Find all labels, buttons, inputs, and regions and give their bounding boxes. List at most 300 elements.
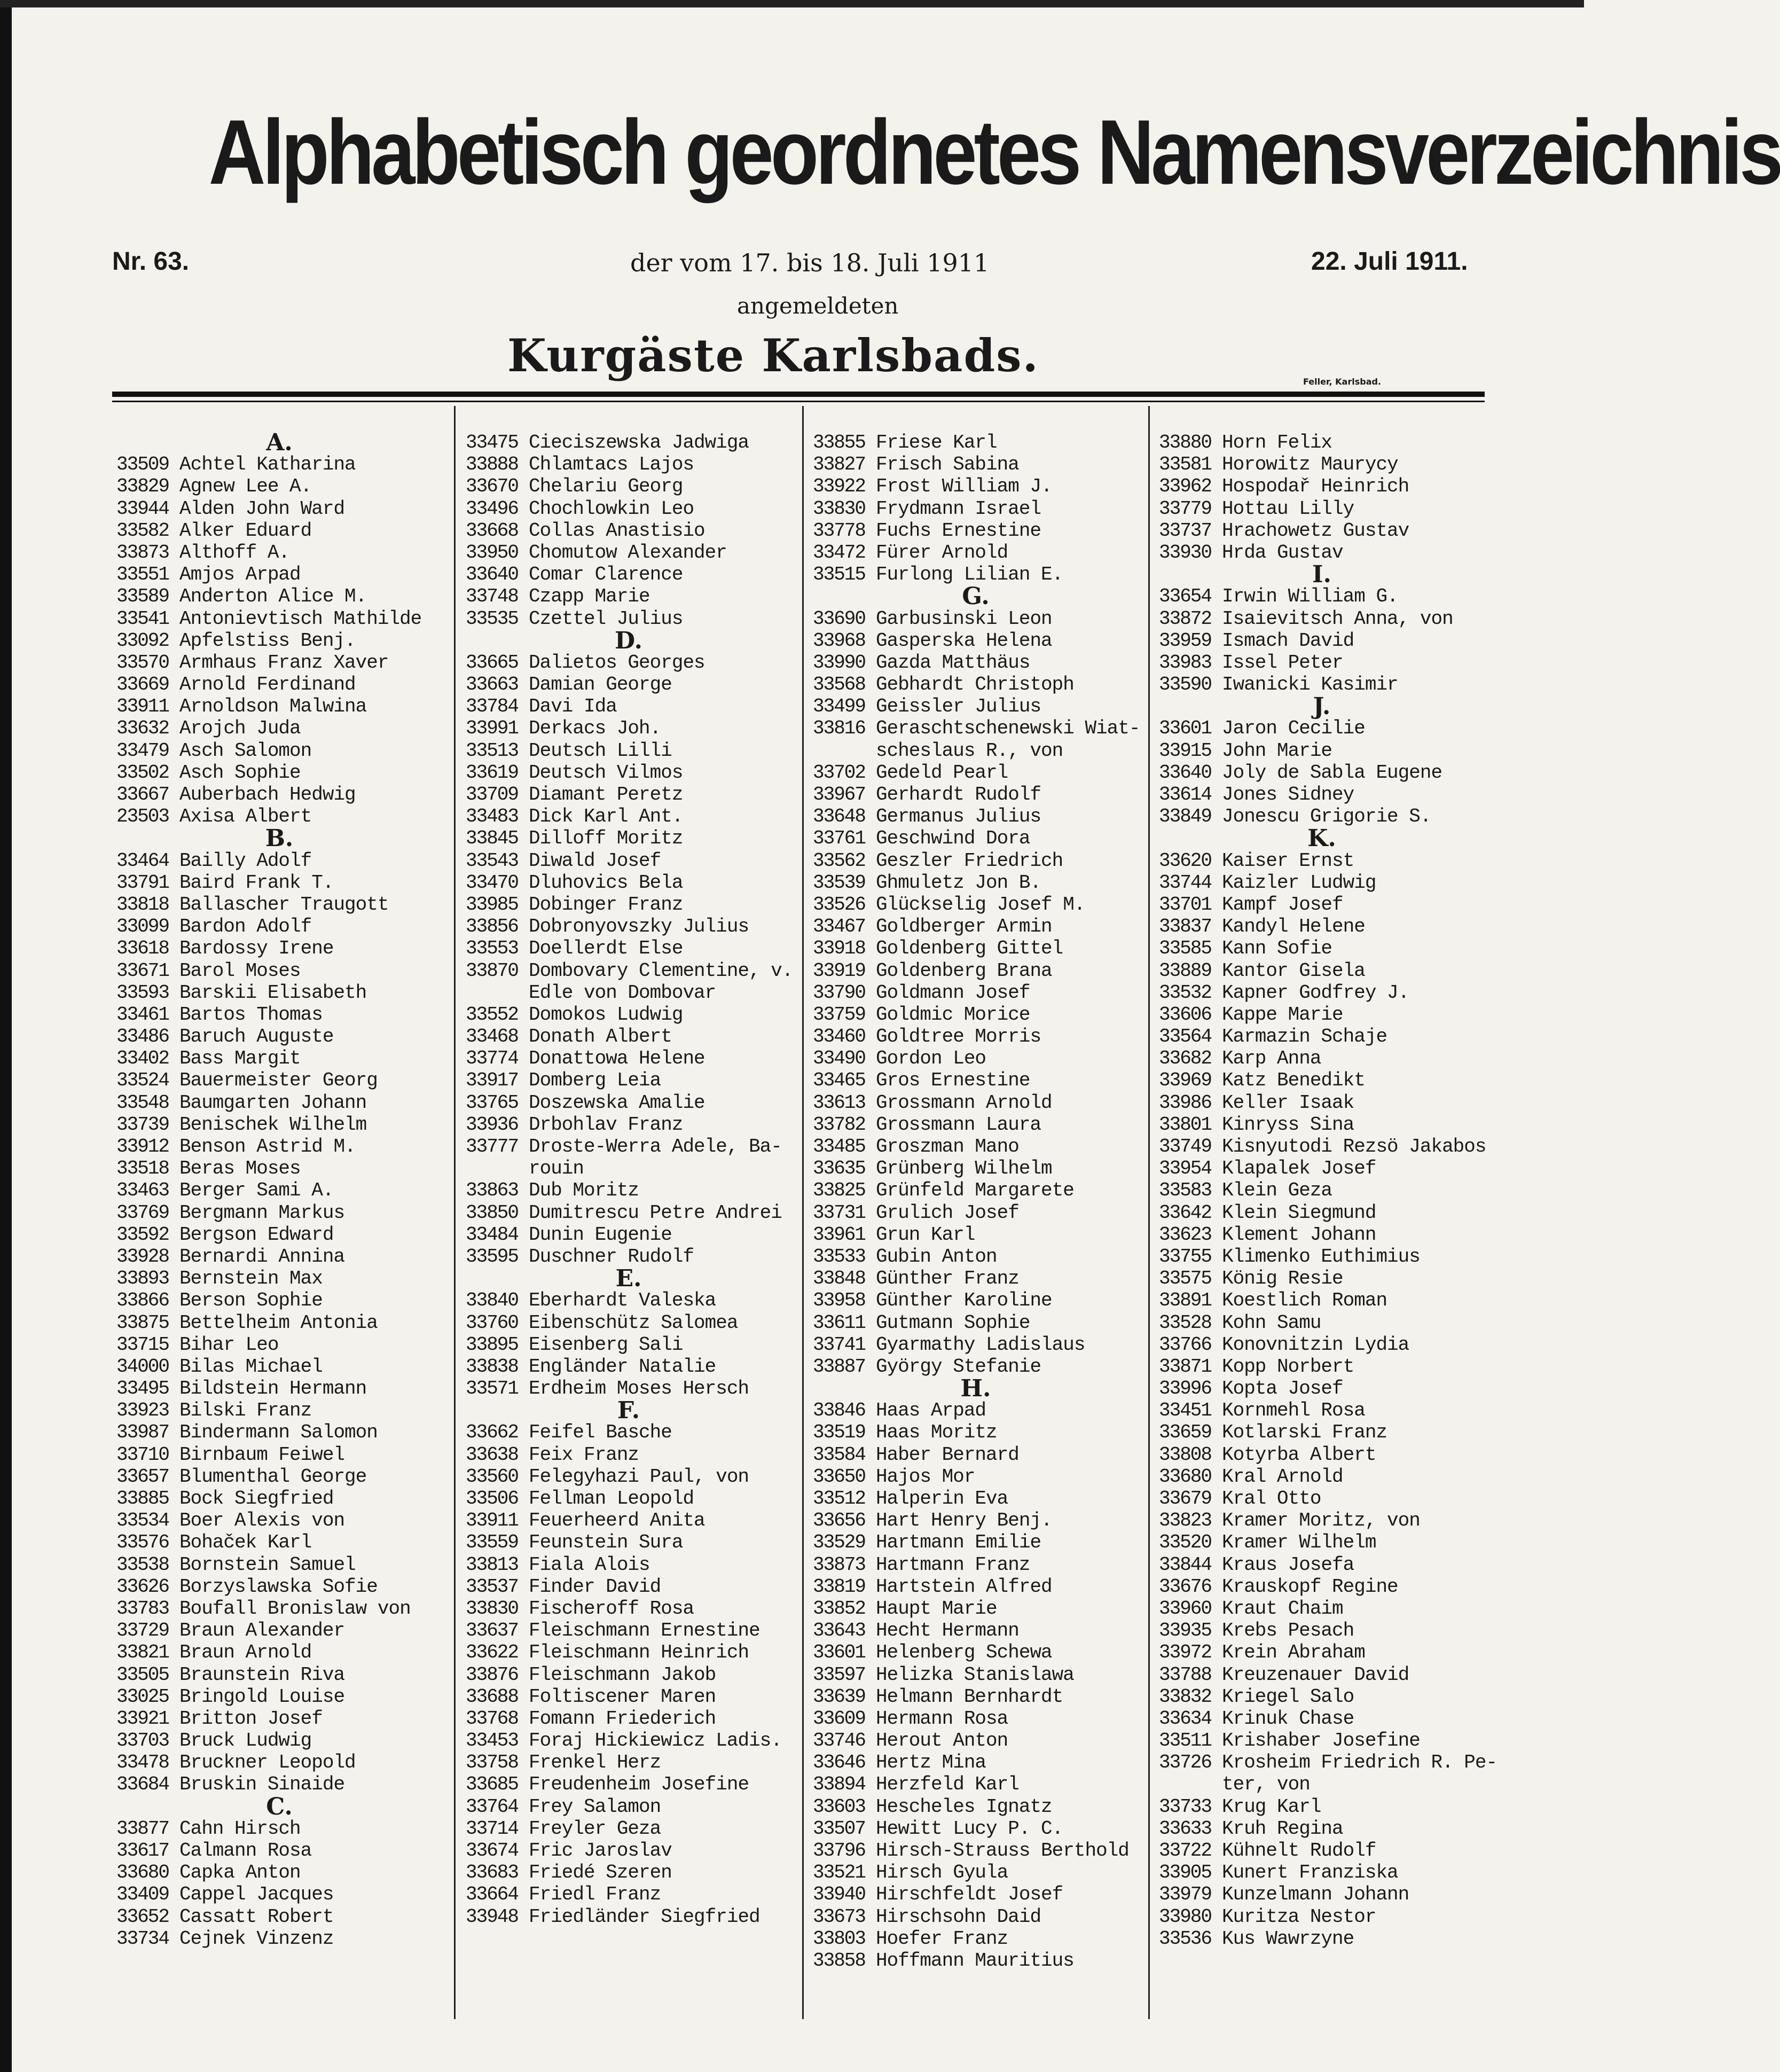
section-letter: K.	[1307, 825, 1336, 853]
list-item	[116, 1752, 442, 1773]
guest-number: 33679	[1159, 1488, 1212, 1510]
guest-name-continuation: Edle von Dombovar	[529, 981, 716, 1004]
guest-number: 33961	[813, 1223, 866, 1246]
guest-name: Dilloff Moritz	[529, 827, 683, 850]
guest-name: Gerhardt Rudolf	[876, 784, 1041, 806]
guest-number: 33560	[466, 1465, 519, 1488]
guest-name: Amjos Arpad	[179, 564, 301, 586]
list-item	[116, 1576, 442, 1598]
guest-name: Krishaber Josefine	[1222, 1730, 1420, 1752]
guest-name: Bartos Thomas	[179, 1003, 323, 1026]
guest-name: Klimenko Euthimius	[1222, 1245, 1420, 1268]
list-item	[116, 1531, 442, 1553]
guest-name: Irwin William G.	[1222, 585, 1398, 608]
list-item	[116, 1906, 442, 1928]
guest-number: 33532	[1159, 981, 1212, 1004]
guest-number: 33472	[813, 541, 866, 564]
guest-name: Kohn Samu	[1222, 1311, 1321, 1334]
guest-name: Karmazin Schaje	[1222, 1026, 1387, 1048]
guest-number: 33930	[1159, 541, 1212, 564]
guest-name: Dumitrescu Petre Andrei	[529, 1201, 782, 1224]
list-item	[1159, 937, 1485, 959]
guest-number: 33823	[1159, 1510, 1212, 1532]
guest-number: 33484	[466, 1223, 519, 1246]
guest-number: 33597	[813, 1663, 866, 1686]
guest-name: Kramer Wilhelm	[1222, 1531, 1376, 1554]
guest-number: 33519	[813, 1421, 866, 1444]
list-item	[116, 1883, 442, 1905]
section-letter: E.	[615, 1265, 642, 1293]
guest-name-continuation: scheslaus R., von	[876, 739, 1063, 762]
guest-name: Bringold Louise	[179, 1685, 345, 1708]
guest-name: Berson Sophie	[179, 1289, 323, 1312]
list-item	[1159, 1928, 1485, 1950]
guest-number: 33468	[466, 1026, 519, 1048]
list-item	[466, 1004, 791, 1026]
guest-name: Halperin Eva	[876, 1488, 1008, 1510]
guest-name: Kornmehl Rosa	[1222, 1399, 1365, 1422]
list-item	[813, 1862, 1139, 1883]
guest-name: Kraus Josefa	[1222, 1553, 1354, 1576]
guest-number: 33985	[466, 893, 519, 916]
guest-number: 33954	[1159, 1158, 1212, 1180]
guest-number: 33703	[116, 1730, 169, 1752]
list-item	[466, 1686, 791, 1708]
guest-name: Grossmann Arnold	[876, 1091, 1052, 1114]
guest-name: Goldenberg Brana	[876, 959, 1052, 982]
guest-name: John Marie	[1222, 739, 1332, 762]
guest-number: 33911	[466, 1510, 519, 1532]
list-item	[813, 1356, 1139, 1378]
list-item	[1159, 1510, 1485, 1531]
guest-name: Engländer Natalie	[529, 1355, 716, 1378]
list-item	[116, 630, 442, 652]
list-item	[116, 1708, 442, 1730]
guest-number: 33611	[813, 1311, 866, 1334]
guest-number: 33451	[1159, 1399, 1212, 1422]
guest-name: Günther Karoline	[876, 1289, 1052, 1312]
guest-number: 33877	[116, 1817, 169, 1840]
guest-name: Hecht Hermann	[876, 1620, 1019, 1642]
guest-number: 33486	[116, 1026, 169, 1048]
list-item	[466, 1510, 791, 1531]
guest-number: 33479	[116, 739, 169, 762]
list-item	[466, 1796, 791, 1818]
list-item	[466, 1114, 791, 1136]
list-item	[116, 1421, 442, 1443]
list-item	[813, 937, 1139, 959]
guest-number: 33921	[116, 1707, 169, 1730]
guest-name: Boufall Bronislaw von	[179, 1597, 411, 1620]
guest-number: 33846	[813, 1399, 866, 1422]
list-item	[466, 1444, 791, 1466]
guest-name: Bass Margit	[179, 1047, 301, 1070]
list-item	[116, 1488, 442, 1510]
guest-name: Haupt Marie	[876, 1597, 997, 1620]
list-item	[813, 652, 1139, 674]
guest-number: 33460	[813, 1026, 866, 1048]
guest-number: 33562	[813, 849, 866, 872]
guest-name: Cieciszewska Jadwiga	[529, 432, 749, 454]
list-item	[1159, 1047, 1485, 1069]
guest-number: 33673	[813, 1905, 866, 1928]
guest-number: 33618	[116, 937, 169, 960]
guest-name: Bihar Leo	[179, 1333, 279, 1356]
guest-name: Beras Moses	[179, 1158, 301, 1180]
guest-name: Bruck Ludwig	[179, 1730, 312, 1752]
guest-number: 33670	[466, 475, 519, 498]
guest-number: 33960	[1159, 1597, 1212, 1620]
guest-name: Helmann Bernhardt	[876, 1685, 1063, 1708]
guest-number: 33652	[116, 1905, 169, 1928]
guest-name: Chlamtacs Lajos	[529, 454, 694, 476]
guest-number: 33737	[1159, 519, 1212, 542]
list-item	[813, 630, 1139, 652]
guest-number: 33533	[813, 1245, 866, 1268]
guest-name: Czapp Marie	[529, 585, 650, 608]
guest-number: 23503	[116, 806, 169, 828]
guest-number: 33714	[466, 1817, 519, 1840]
list-item	[1159, 872, 1485, 894]
guest-name: Auberbach Hedwig	[179, 784, 356, 806]
section-letter: F.	[617, 1397, 640, 1425]
list-item	[466, 1818, 791, 1840]
guest-name: Klein Siegmund	[1222, 1201, 1376, 1224]
list-item	[466, 1069, 791, 1091]
list-item	[116, 937, 442, 959]
guest-name: Fleischmann Heinrich	[529, 1641, 749, 1664]
list-item	[466, 1136, 791, 1158]
list-item	[466, 1730, 791, 1752]
guest-number: 33832	[1159, 1685, 1212, 1708]
guest-number: 33505	[116, 1663, 169, 1686]
list-item	[116, 1158, 442, 1179]
guest-name: Boer Alexis von	[179, 1510, 345, 1532]
guest-name: Helenberg Schewa	[876, 1641, 1052, 1664]
list-item	[466, 717, 791, 739]
guest-name: Grulich Josef	[876, 1201, 1019, 1224]
list-item	[116, 1862, 442, 1883]
guest-name: Kotlarski Franz	[1222, 1421, 1387, 1444]
guest-number: 33513	[466, 739, 519, 762]
guest-name: Fric Jaroslav	[529, 1840, 672, 1862]
guest-name: Comar Clarence	[529, 564, 683, 586]
list-item	[116, 520, 442, 542]
guest-name: Bailly Adolf	[179, 849, 312, 872]
scan-border-left	[0, 0, 12, 2072]
list-item	[466, 432, 791, 454]
list-item	[466, 960, 791, 982]
list-item	[466, 1641, 791, 1663]
guest-number: 33690	[813, 607, 866, 630]
guest-number: 33755	[1159, 1245, 1212, 1268]
header-rule-thin	[112, 401, 1485, 402]
list-item	[116, 1510, 442, 1531]
list-item	[1159, 652, 1485, 674]
guest-number: 33948	[466, 1905, 519, 1928]
list-item	[813, 1026, 1139, 1047]
guest-number: 33734	[116, 1927, 169, 1950]
list-item	[813, 982, 1139, 1004]
list-item-continuation	[813, 740, 1139, 762]
list-item	[813, 1950, 1139, 1972]
list-item	[116, 652, 442, 674]
guest-number: 33739	[116, 1113, 169, 1136]
guest-number: 33837	[1159, 916, 1212, 938]
guest-number: 33722	[1159, 1840, 1212, 1862]
guest-name: Dick Karl Ant.	[529, 806, 683, 828]
list-item	[1159, 1752, 1497, 1774]
guest-number: 33840	[466, 1289, 519, 1312]
list-item	[813, 1421, 1139, 1443]
issue-date: 22. Juli 1911.	[1311, 247, 1468, 276]
list-item	[1159, 1004, 1485, 1026]
list-item	[466, 1488, 791, 1510]
list-item	[1159, 960, 1485, 982]
guest-number: 33765	[466, 1091, 519, 1114]
list-item	[813, 1928, 1139, 1950]
column-divider	[802, 406, 804, 2019]
guest-name: Diamant Peretz	[529, 784, 683, 806]
guest-number: 33626	[116, 1575, 169, 1598]
list-item	[466, 475, 791, 497]
guest-number: 33702	[813, 761, 866, 784]
list-item	[813, 1796, 1139, 1818]
guest-name: Friedé Szeren	[529, 1862, 672, 1884]
list-item	[813, 475, 1139, 497]
guest-number: 33496	[466, 497, 519, 520]
guest-number: 33512	[813, 1488, 866, 1510]
list-item	[466, 1531, 791, 1553]
guest-number: 33507	[813, 1817, 866, 1840]
list-item	[466, 762, 791, 784]
guest-number: 33858	[813, 1949, 866, 1972]
guest-name: Kinryss Sina	[1222, 1113, 1354, 1136]
guest-name: Kühnelt Rudolf	[1222, 1840, 1376, 1862]
guest-name: Klein Geza	[1222, 1179, 1332, 1202]
list-item	[1159, 454, 1485, 475]
guest-name: Frydmann Israel	[876, 497, 1041, 520]
guest-number: 33967	[813, 784, 866, 806]
list-item	[1159, 762, 1485, 784]
list-item	[466, 1840, 791, 1862]
guest-name: Frost William J.	[876, 475, 1052, 498]
guest-number: 33979	[1159, 1883, 1212, 1906]
list-item	[466, 1708, 791, 1730]
list-item	[813, 695, 1139, 717]
guest-name: Fomann Friederich	[529, 1707, 716, 1730]
guest-name: Hirschfeldt Josef	[876, 1883, 1063, 1906]
list-item	[466, 542, 791, 564]
list-item	[813, 1158, 1139, 1179]
guest-number: 33893	[116, 1268, 169, 1290]
guest-name: Goldenberg Gittel	[876, 937, 1063, 960]
list-item	[116, 1664, 442, 1686]
list-item	[466, 1179, 791, 1201]
guest-number: 33791	[116, 871, 169, 894]
guest-name: Kuritza Nestor	[1222, 1905, 1376, 1928]
guest-number: 33950	[466, 541, 519, 564]
list-item	[466, 1092, 791, 1114]
guest-name: Capka Anton	[179, 1862, 301, 1884]
list-item	[466, 498, 791, 520]
guest-number: 33796	[813, 1840, 866, 1862]
guest-number: 33801	[1159, 1113, 1212, 1136]
guest-name: Bilas Michael	[179, 1355, 323, 1378]
guest-name: Günther Franz	[876, 1268, 1019, 1290]
guest-number: 33819	[813, 1575, 866, 1598]
guest-number: 33617	[116, 1840, 169, 1862]
guest-name: Agnew Lee A.	[179, 475, 312, 498]
guest-number: 33748	[466, 585, 519, 608]
guest-name: Diwald Josef	[529, 849, 661, 872]
list-item	[813, 1069, 1139, 1091]
guest-number: 33827	[813, 454, 866, 476]
guest-name: Frenkel Herz	[529, 1752, 661, 1774]
list-item	[466, 1576, 791, 1598]
guest-number: 33518	[116, 1158, 169, 1180]
guest-number: 33665	[466, 651, 519, 674]
guest-name: Feix Franz	[529, 1443, 639, 1466]
guest-name: Birnbaum Feiwel	[179, 1443, 345, 1466]
list-item	[813, 542, 1139, 564]
guest-name: Baird Frank T.	[179, 871, 334, 894]
guest-name: Deutsch Lilli	[529, 739, 672, 762]
list-item	[813, 1818, 1139, 1840]
guest-name: Hirschsohn Daid	[876, 1905, 1041, 1928]
guest-number: 33885	[116, 1488, 169, 1510]
guest-number: 33499	[813, 695, 866, 718]
list-item	[813, 1510, 1139, 1531]
guest-name: Damian George	[529, 674, 672, 696]
guest-number: 33662	[466, 1421, 519, 1444]
list-item	[813, 1202, 1139, 1224]
guest-number: 33509	[116, 454, 169, 476]
list-item	[813, 1620, 1139, 1641]
guest-number: 33778	[813, 519, 866, 542]
guest-number: 33485	[813, 1136, 866, 1158]
list-item	[466, 806, 791, 827]
guest-number: 33524	[116, 1069, 169, 1092]
guest-name: Drbohlav Franz	[529, 1113, 683, 1136]
guest-name: Hoefer Franz	[876, 1927, 1008, 1950]
guest-name: Hrda Gustav	[1222, 541, 1343, 564]
guest-number: 33940	[813, 1883, 866, 1906]
guest-name: Feuerheerd Anita	[529, 1510, 705, 1532]
list-item	[116, 1444, 442, 1466]
guest-name: Ghmuletz Jon B.	[876, 871, 1041, 894]
list-item	[116, 1818, 442, 1840]
list-item	[116, 982, 442, 1004]
guest-number: 33887	[813, 1355, 866, 1378]
guest-number: 33659	[1159, 1421, 1212, 1444]
guest-name: Antonievtisch Mathilde	[179, 607, 422, 630]
list-item	[1159, 498, 1485, 520]
guest-number: 33872	[1159, 607, 1212, 630]
guest-name: Kotyrba Albert	[1222, 1443, 1376, 1466]
guest-number: 33529	[813, 1531, 866, 1554]
list-item	[116, 1334, 442, 1356]
list-item	[1159, 1840, 1485, 1862]
guest-number: 33768	[466, 1707, 519, 1730]
guest-number: 33758	[466, 1752, 519, 1774]
guest-number: 33777	[466, 1136, 519, 1158]
guest-name: Helizka Stanislawa	[876, 1663, 1074, 1686]
list-item	[1159, 1114, 1485, 1136]
guest-number: 33490	[813, 1047, 866, 1070]
guest-name: Britton Josef	[179, 1707, 323, 1730]
list-item	[1159, 1598, 1485, 1620]
guest-number: 33741	[813, 1333, 866, 1356]
guest-number: 33759	[813, 1003, 866, 1026]
guest-number: 33467	[813, 916, 866, 938]
list-item	[1159, 1158, 1485, 1179]
guest-name: Garbusinski Leon	[876, 607, 1052, 630]
list-item	[466, 1906, 791, 1928]
guest-number: 33744	[1159, 871, 1212, 894]
list-item	[116, 1047, 442, 1069]
guest-number: 33829	[116, 475, 169, 498]
guest-name: König Resie	[1222, 1268, 1343, 1290]
guest-number: 33619	[466, 761, 519, 784]
guest-name: Bernstein Max	[179, 1268, 323, 1290]
guest-number: 33996	[1159, 1378, 1212, 1400]
guest-name: Dombovary Clementine, v.	[529, 959, 793, 982]
guest-name: Horn Felix	[1222, 432, 1332, 454]
list-item	[466, 454, 791, 475]
guest-name: Kral Arnold	[1222, 1465, 1343, 1488]
guest-number: 33553	[466, 937, 519, 960]
guest-number: 33855	[813, 432, 866, 454]
guest-name: Duschner Rudolf	[529, 1245, 694, 1268]
guest-name: Klapalek Josef	[1222, 1158, 1376, 1180]
guest-name: Bindermann Salomon	[179, 1421, 378, 1444]
guest-number: 33761	[813, 827, 866, 850]
guest-name: Gyarmathy Ladislaus	[876, 1333, 1085, 1356]
page-title: Alphabetisch geordnetes Namensverzeichnis	[208, 101, 1780, 204]
list-item	[1159, 1026, 1485, 1047]
guest-name: Groszman Mano	[876, 1136, 1019, 1158]
guest-name: Eisenberg Sali	[529, 1333, 683, 1356]
guest-name: Hottau Lilly	[1222, 497, 1354, 520]
guest-number: 33894	[813, 1773, 866, 1796]
list-item	[1159, 850, 1485, 872]
guest-name: Berger Sami A.	[179, 1179, 334, 1202]
list-item	[466, 916, 791, 937]
list-item	[1159, 740, 1485, 762]
guest-name: Krebs Pesach	[1222, 1620, 1354, 1642]
list-item	[466, 585, 791, 607]
list-item	[1159, 475, 1485, 497]
guest-name: Dobinger Franz	[529, 893, 683, 916]
guest-number: 33614	[1159, 784, 1212, 806]
guest-name: Joly de Sabla Eugene	[1222, 761, 1442, 784]
list-item	[466, 1421, 791, 1443]
guest-name: Goldberger Armin	[876, 916, 1052, 938]
guest-name: Anderton Alice M.	[179, 585, 367, 608]
list-item	[813, 498, 1139, 520]
guest-number: 33639	[813, 1685, 866, 1708]
guest-number: 33664	[466, 1883, 519, 1906]
guest-name: Kunert Franziska	[1222, 1862, 1398, 1884]
guest-number: 33483	[466, 806, 519, 828]
guest-name: Collas Anastisio	[529, 519, 705, 542]
guest-number: 33453	[466, 1730, 519, 1752]
guest-name: Kantor Gisela	[1222, 959, 1365, 982]
guest-number: 33669	[116, 674, 169, 696]
guest-number: 33632	[116, 717, 169, 740]
guest-number: 33593	[116, 981, 169, 1004]
